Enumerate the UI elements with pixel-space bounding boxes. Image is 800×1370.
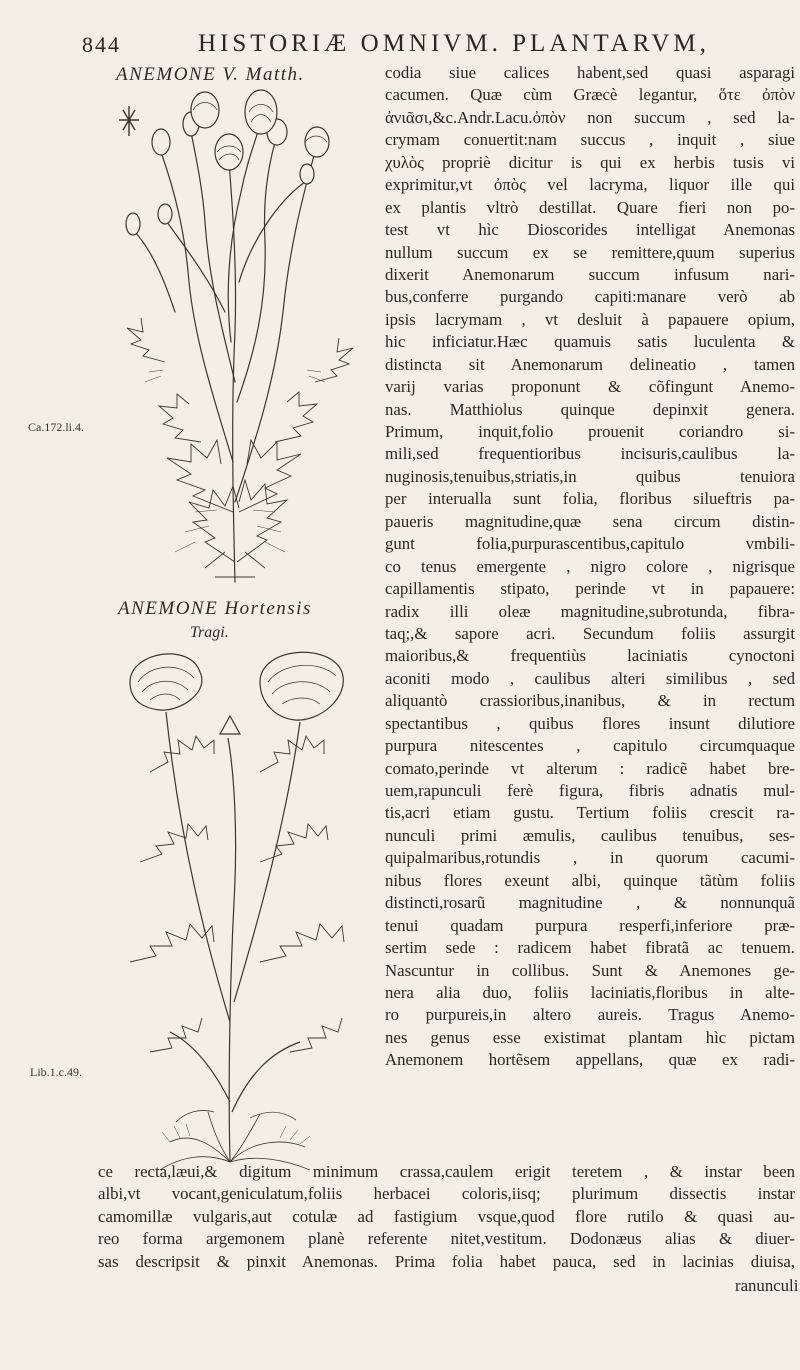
text-line: sas descripsit & pinxit Anemonas. Prima folia habet pauca, sed in lacinias diuisa, [98,1251,795,1271]
figure-caption-anemone-hortensis: ANEMONE Hortensis [118,598,312,619]
text-line: sertim sede : radicem habet fibratã ac tenuem. [385,938,795,958]
text-line: taq;,& sapore acri. Secundum foliis assurgit [385,623,795,643]
text-line: tenui quadam purpura resperfi,inferiore præ- [385,915,795,935]
text-line: mili,sed frequentioribus incisuris,caulibus la- [385,444,795,464]
text-line: nera alia duo, foliis laciniatis,floribus in alte- [385,982,795,1002]
main-text-column [385,62,795,1072]
text-line: purpura nitescentes , capitulo circumquaque [385,736,795,756]
woodcut-anemone-hortensis-illustration [110,642,375,1172]
text-line: maioribus,& frequentiùs laciniatis cynoctoni [385,646,795,666]
text-line: nas. Matthiolus quinque depinxit genera. [385,399,795,419]
text-line: Anemonem hortẽsem appellans, quæ ex radi- [385,1050,795,1070]
text-line: aliquantò crassioribus,inanibus, & in rectum [385,691,795,711]
text-line: aconiti modo , caulibus alteri similibus , sed [385,668,795,688]
text-line: albi,vt vocant,geniculatum,foliis herbacei coloris,iisq; plurimum dissectis instar [98,1184,795,1204]
text-line: reo forma argemonem planè referente nitet,vestitum. Dodonæus alias & diuer- [98,1229,795,1249]
text-line: Primum, inquit,folio prouenit coriandro si- [385,422,795,441]
text-line: gunt folia,purpurascentibus,capitulo vmbili- [385,534,795,554]
text-line: distincta sit Anemonarum delineatio , tamen [385,354,795,374]
text-line: ro purpureis,in altero aureis. Tragus Anemo- [385,1005,795,1025]
text-line: nuginosis,tenuibus,striatis,in quibus tenuiora [385,466,795,486]
margin-note-reference-2: Lib.1.c.49. [30,1065,82,1079]
text-line: varij varias proponunt & cõfingunt Anemo- [385,377,795,397]
text-line: ex plantis vltrò destillat. Quare fieri non po- [385,197,795,217]
text-line: spectantibus , quibus flores insunt dilutiore [385,713,795,733]
text-line: camomillæ vulgaris,aut cotulæ ad fastigium vsque,quod flore rutilo & quasi au- [98,1206,795,1226]
page-header [0,28,800,64]
text-line: codia siue calices habent,sed quasi asparagi [385,63,795,82]
text-line: uem,rapunculi ferè figura, fibris adnatis mul- [385,781,795,800]
text-line: radix illi oleæ magnitudine,subrotunda, fibra- [385,601,795,621]
text-line: nibus flores exeunt albi, quinque tãtùm foliis [385,870,795,890]
figure-caption-tragi: Tragi. [190,624,229,641]
text-line: hic inficiatur.Hæc quamuis satis luculenta & [385,332,795,352]
text-line: ἀνιᾶσι,&c.Andr.Lacu.ὀπὸν non succum , sed la- [385,107,795,127]
text-line: capillamentis stipato, perinde vt in papauere: [385,579,795,599]
text-line: tis,acri etiam gustu. Tertium foliis crescit ra- [385,803,795,823]
woodcut-anemone-illustration [105,82,370,592]
text-line: co tenus emergente , nigro colore , nigrisque [385,556,795,576]
text-line: bus,conferre purgando capiti:manare verò ab [385,287,795,307]
margin-note-reference-1: Ca.172.li.4. [28,420,84,434]
text-line: χυλὸς propriè dicitur is qui ex herbis tusis vi [385,152,795,172]
text-line: cacumen. Quæ cùm Græcè legantur, ὅτε ὀπὸν [385,85,795,105]
text-line: ce recta,læui,& digitum minimum crassa,caulem erigit teretem , & instar been [98,1162,795,1181]
page-number: 844 [82,32,121,57]
text-line: quipalmaribus,rotundis , in quorum cacumi- [385,848,795,868]
text-line: test vt hìc Dioscorides intelligat Anemonas [385,220,795,240]
text-line: paueris magnitudine,quæ sena circum distin- [385,511,795,531]
catchword: ranunculi [735,1276,799,1295]
text-line: nullum succum ex se remittere,quum superius [385,242,795,262]
text-line: nunculi primi æmulis, caulibus tenuibus, ses- [385,825,795,845]
text-line: exprimitur,vt ὀπὸς vel lacryma, liquor ille qui [385,175,795,195]
text-line: ipsis lacrymam , vt desluit à papauere opium, [385,309,795,329]
running-head: HISTORIÆ OMNIVM. PLANTARVM, [198,30,710,57]
figure-caption-anemone-matthioli: ANEMONE V. Matth. [116,64,305,85]
text-line: per interualla sunt folia, floribus silueftris pa- [385,489,795,509]
text-line: dixerit Anemonarum succum infusum nari- [385,264,795,284]
text-line: crymam conuertit:nam succus , inquit , siue [385,130,795,150]
text-line: distincti,rosarũ magnitudine , & nonnunquã [385,893,795,913]
text-line: Nascuntur in collibus. Sunt & Anemones ge- [385,960,795,980]
text-line: comato,perinde vt alterum : radicẽ habet bre- [385,758,795,778]
full-width-text [98,1161,795,1273]
text-line: nes genus esse existimat plantam hìc pictam [385,1027,795,1047]
